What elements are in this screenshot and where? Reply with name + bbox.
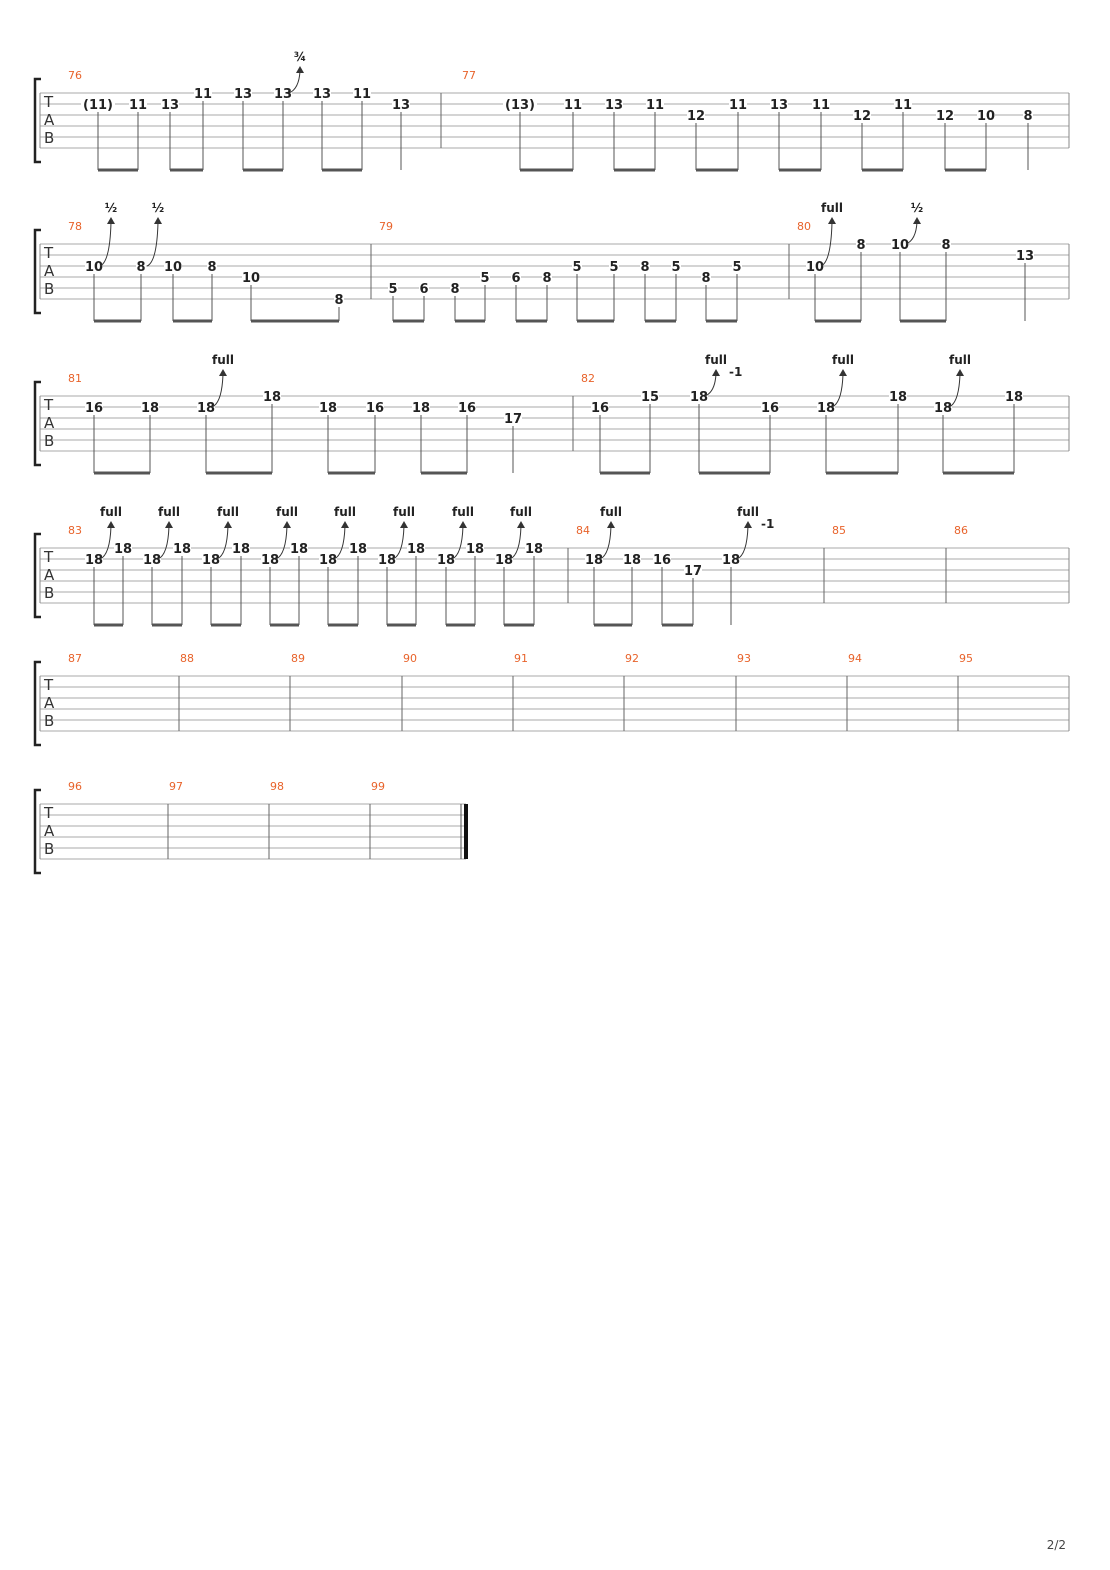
fret-number: 18 [318,401,338,416]
measure-number: 77 [462,69,476,82]
tab-clef-letter: A [44,566,55,584]
bend-label: full [100,505,122,519]
tab-clef-letter: B [44,584,55,602]
measure-number: 81 [68,372,82,385]
fret-number: 8 [941,238,951,253]
bend-label: ¾ [293,50,307,64]
fret-number: 13 [312,87,332,102]
bend-arrow [341,521,349,528]
fret-number: 18 [289,542,309,557]
fret-number: 5 [572,260,582,275]
bend-label: full [821,201,843,215]
bend-arrow [154,217,162,224]
measure-number: 98 [270,780,284,793]
tab-clef-letter: A [44,262,55,280]
bend-arrow [828,217,836,224]
tab-system [35,201,1069,321]
measure-number: 87 [68,652,82,665]
bend-arrow [296,66,304,73]
tab-system [35,353,1069,473]
fret-number: 5 [732,260,742,275]
fret-number: 16 [365,401,385,416]
bend-label: full [334,505,356,519]
fret-number: 18 [465,542,485,557]
tab-clef-letter: B [44,129,55,147]
fret-number: 11 [811,98,831,113]
fret-number: 11 [193,87,213,102]
measure-number: 88 [180,652,194,665]
fret-number: 8 [542,271,552,286]
fret-number: 18 [172,542,192,557]
measure-number: 92 [625,652,639,665]
fret-number: 17 [503,412,523,427]
measure-number: 94 [848,652,862,665]
fret-number: 18 [196,401,216,416]
fret-number: 18 [816,401,836,416]
fret-number: 8 [701,271,711,286]
measure-number: 82 [581,372,595,385]
fret-number: 11 [645,98,665,113]
tab-clef-letter: B [44,280,55,298]
bend-label: ½ [910,201,924,215]
tab-clef-letter: A [44,694,55,712]
fret-number: 16 [84,401,104,416]
fret-number: 13 [391,98,411,113]
fret-number: 5 [480,271,490,286]
fret-number: 18 [689,390,709,405]
fret-number: 13 [769,98,789,113]
fret-number: 18 [933,401,953,416]
measure-number: 95 [959,652,973,665]
fret-number: 11 [352,87,372,102]
fret-number: 18 [262,390,282,405]
fret-number: 13 [273,87,293,102]
measure-number: 85 [832,524,846,537]
tab-clef-letter: T [44,676,54,694]
fret-number: 13 [604,98,624,113]
measure-number: 84 [576,524,590,537]
measure-number: 79 [379,220,393,233]
bend-label: full [276,505,298,519]
measure-number: 91 [514,652,528,665]
bend-arrow [913,217,921,224]
fret-number: 10 [163,260,183,275]
bend-arrow [224,521,232,528]
fret-number: 18 [406,542,426,557]
measure-number: 93 [737,652,751,665]
bend-label: full [212,353,234,367]
fret-number: 18 [411,401,431,416]
bend-label: full [705,353,727,367]
fret-number: 11 [563,98,583,113]
fret-number: 16 [652,553,672,568]
bend-arrow [956,369,964,376]
fret-number: 16 [760,401,780,416]
bend-arrow [459,521,467,528]
fret-number: 16 [457,401,477,416]
tab-clef-letter: A [44,111,55,129]
bend-label: full [393,505,415,519]
fret-number: 18 [494,553,514,568]
bend-label: full [737,505,759,519]
tab-system [35,780,466,873]
fret-number: 5 [609,260,619,275]
fret-number: 8 [1023,109,1033,124]
fret-number: 11 [728,98,748,113]
fret-number: 5 [671,260,681,275]
fret-number: 15 [640,390,660,405]
tab-system [35,50,1069,170]
fret-number: 18 [1004,390,1024,405]
tab-clef-letter: B [44,712,55,730]
bend-arrow [839,369,847,376]
bend-arrow [517,521,525,528]
tab-clef-letter: T [44,548,54,566]
bend-arrow [219,369,227,376]
fret-number: 18 [140,401,160,416]
fret-number: 18 [318,553,338,568]
tab-clef-letter: B [44,840,55,858]
fret-number: 18 [231,542,251,557]
measure-number: 96 [68,780,82,793]
fret-number: 10 [84,260,104,275]
bend-label: full [832,353,854,367]
fret-number: 8 [136,260,146,275]
fret-number: 16 [590,401,610,416]
page-number: 2/2 [1046,1538,1066,1552]
fret-number: 18 [721,553,741,568]
fret-number: (13) [505,98,535,113]
fret-number: 8 [450,282,460,297]
bend-arrow [165,521,173,528]
bend-arrow [744,521,752,528]
tab-clef-letter: A [44,822,55,840]
tab-clef-letter: T [44,396,54,414]
tab-clef-letter: A [44,414,55,432]
fret-number: 18 [260,553,280,568]
fret-number: 5 [388,282,398,297]
bend-label: ½ [151,201,165,215]
tab-clef-letter: T [44,804,54,822]
bend-label: full [158,505,180,519]
bend-label: full [510,505,532,519]
fret-number: 6 [419,282,429,297]
fret-number: 6 [511,271,521,286]
bend-label: ½ [104,201,118,215]
fret-number: (11) [83,98,113,113]
tab-clef-letter: T [44,93,54,111]
tab-system [35,652,1069,745]
tab-system [35,505,1069,625]
bend-arrow [400,521,408,528]
fret-number: 12 [935,109,955,124]
measure-number: 78 [68,220,82,233]
measure-number: 83 [68,524,82,537]
bend-label: full [452,505,474,519]
fret-number: 12 [852,109,872,124]
fret-number: 8 [856,238,866,253]
bend-arrow [283,521,291,528]
fret-number: 10 [976,109,996,124]
fret-number: 18 [584,553,604,568]
bend-arrow [607,521,615,528]
release-label: -1 [761,517,775,531]
fret-number: 18 [436,553,456,568]
tab-clef-letter: B [44,432,55,450]
fret-number: 17 [683,564,703,579]
tab-clef-letter: T [44,244,54,262]
fret-number: 8 [640,260,650,275]
fret-number: 12 [686,109,706,124]
fret-number: 8 [334,293,344,308]
measure-number: 80 [797,220,811,233]
fret-number: 18 [377,553,397,568]
fret-number: 18 [524,542,544,557]
fret-number: 13 [233,87,253,102]
bend-label: full [949,353,971,367]
measure-number: 76 [68,69,82,82]
measure-number: 97 [169,780,183,793]
measure-number: 86 [954,524,968,537]
fret-number: 18 [622,553,642,568]
fret-number: 10 [890,238,910,253]
release-label: -1 [729,365,743,379]
bend-label: full [217,505,239,519]
measure-number: 89 [291,652,305,665]
fret-number: 13 [160,98,180,113]
fret-number: 10 [241,271,261,286]
fret-number: 11 [893,98,913,113]
fret-number: 11 [128,98,148,113]
bend-label: full [600,505,622,519]
fret-number: 18 [113,542,133,557]
measure-number: 90 [403,652,417,665]
fret-number: 18 [142,553,162,568]
bend-arrow [712,369,720,376]
fret-number: 18 [888,390,908,405]
fret-number: 13 [1015,249,1035,264]
fret-number: 18 [84,553,104,568]
bend-arrow [107,521,115,528]
bend-arrow [107,217,115,224]
fret-number: 18 [348,542,368,557]
fret-number: 8 [207,260,217,275]
fret-number: 18 [201,553,221,568]
fret-number: 10 [805,260,825,275]
measure-number: 99 [371,780,385,793]
